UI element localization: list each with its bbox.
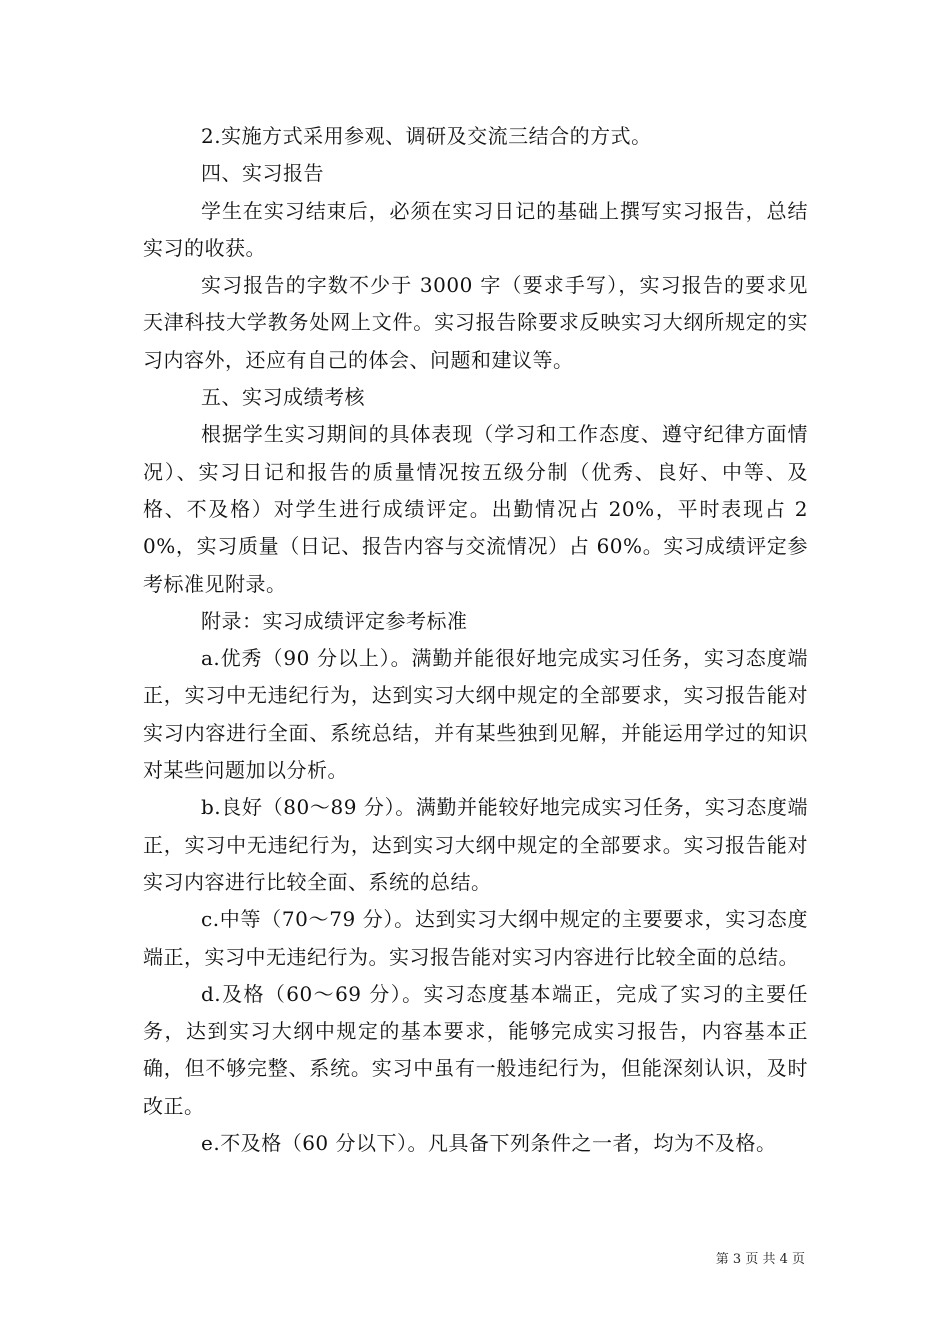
- paragraph-assessment-basis: 根据学生实习期间的具体表现（学习和工作态度、遵守纪律方面情况）、实习日记和报告的质量情况按五级分制（优秀、良好、中等、及格、不及格）对学生进行成绩评定。出勤情况占 20%，平时表现占 20%，实习质量（日记、报告内容与交流情况）占 60%。实习成绩评定参考标准见附录。: [143, 422, 808, 596]
- grade-pass: d.及格（60～69 分）。实习态度基本端正，完成了实习的主要任务，达到实习大纲中规定的基本要求，能够完成实习报告，内容基本正确，但不够完整、系统。实习中虽有一般违纪行为，但能深刻认识，及时改正。: [143, 981, 808, 1118]
- paragraph-report-requirement: 学生在实习结束后，必须在实习日记的基础上撰写实习报告，总结实习的收获。: [143, 198, 808, 260]
- grade-excellent: a.优秀（90 分以上）。满勤并能很好地完成实习任务，实习态度端正，实习中无违纪行为，达到实习大纲中规定的全部要求，实习报告能对实习内容进行全面、系统总结，并有某些独到见解，并能运用学过的知识对某些问题加以分析。: [143, 646, 808, 783]
- appendix-heading: 附录：实习成绩评定参考标准: [201, 608, 468, 633]
- grade-average: c.中等（70～79 分）。达到实习大纲中规定的主要要求，实习态度端正，实习中无违纪行为。实习报告能对实习内容进行比较全面的总结。: [143, 907, 808, 969]
- grade-fail: e.不及格（60 分以下）。凡具备下列条件之一者，均为不及格。: [201, 1131, 777, 1156]
- paragraph-implementation-method: 2.实施方式采用参观、调研及交流三结合的方式。: [201, 124, 652, 148]
- paragraph-report-length: 实习报告的字数不少于 3000 字（要求手写），实习报告的要求见天津科技大学教务处网上文件。实习报告除要求反映实习大纲所规定的实习内容外，还应有自己的体会、问题和建议等。: [143, 273, 808, 372]
- section-heading-report: 四、实习报告: [201, 161, 324, 186]
- page-number-footer: 第 3 页 共 4 页: [715, 1252, 805, 1267]
- document-body: [143, 118, 808, 1162]
- grade-good: b.良好（80～89 分）。满勤并能较好地完成实习任务，实习态度端正，实习中无违纪行为，达到实习大纲中规定的全部要求。实习报告能对实习内容进行比较全面、系统的总结。: [143, 795, 808, 894]
- section-heading-assessment: 五、实习成绩考核: [201, 385, 365, 410]
